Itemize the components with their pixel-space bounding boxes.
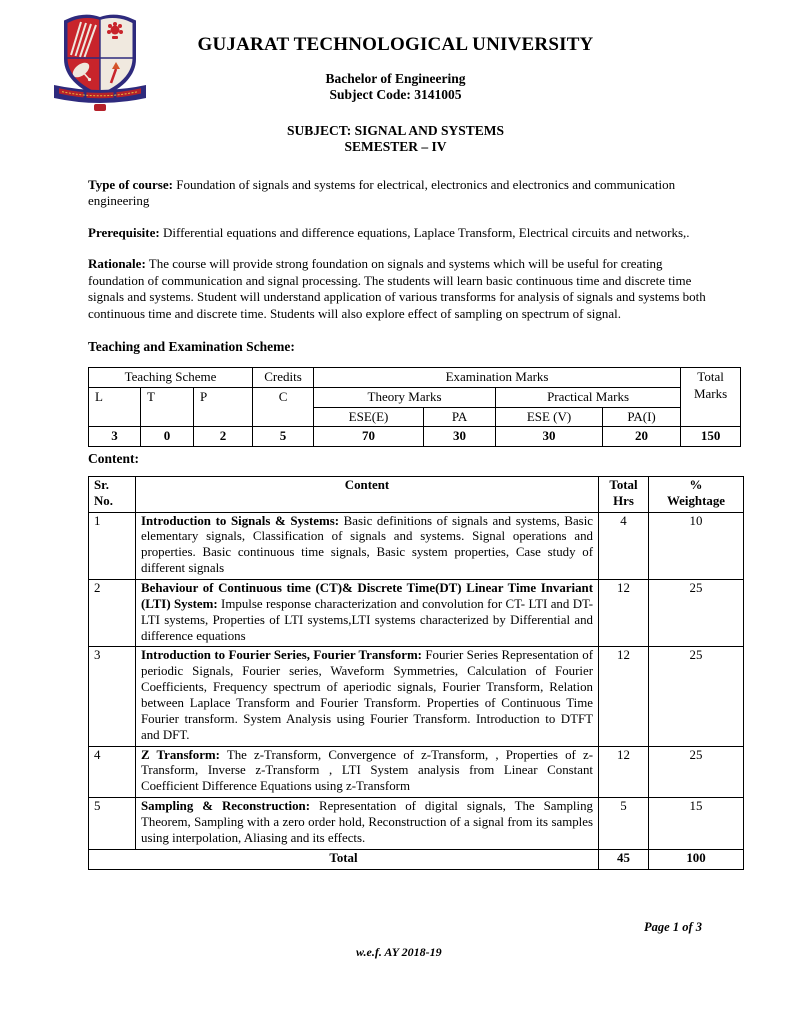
type-of-course-text: Foundation of signals and systems for electrical, electronics and electronics and communication engineering [88,176,676,209]
effective-date: w.e.f. AY 2018-19 [356,945,442,959]
weightage-line2: Weightage [666,493,725,508]
teaching-scheme-heading: Teaching and Examination Scheme: [88,339,295,355]
total-weightage: 100 [649,849,744,869]
content-row-2 [89,580,744,647]
type-of-course-label: Type of course: [88,176,173,192]
row-sr: 4 [89,746,136,798]
semester-line: SEMESTER – IV [344,139,447,155]
value-c: 5 [253,427,314,447]
row-hours: 12 [599,580,649,647]
content-col-header: Content [136,476,599,512]
row-weightage: 15 [649,798,744,850]
rationale-paragraph [88,256,713,322]
pa-header: PA [424,407,496,427]
content-total-row [89,849,744,869]
university-crest-icon [50,13,150,117]
value-l: 3 [89,427,141,447]
ese-e-header: ESE(E) [314,407,424,427]
value-total-marks: 150 [681,427,741,447]
content-row-5 [89,798,744,850]
weightage-line1: % [689,477,703,492]
value-ese-e: 70 [314,427,424,447]
row-sr: 5 [89,798,136,850]
row-weightage: 10 [649,512,744,579]
practical-marks-header: Practical Marks [496,388,681,408]
total-hrs-line2: Hrs [613,493,634,508]
scheme-header-row-2 [89,388,741,408]
rationale-label: Rationale: [88,256,146,272]
sr-no-header [89,476,136,512]
row-hours: 5 [599,798,649,850]
row-topic-title: Introduction to Signals & Systems: [141,513,340,528]
row-topic-desc: The z-Transform, Convergence of z-Transform, , Properties of z-Transform, Inverse z-Transform , LTI System analysis from Linear Constant Coefficient Difference Equations using z-Transform [141,747,593,794]
pa-i-header: PA(I) [603,407,681,427]
row-sr: 2 [89,580,136,647]
value-p: 2 [194,427,253,447]
content-row-4 [89,746,744,798]
scheme-values-row [89,427,741,447]
row-content [136,647,599,746]
rationale-text: The course will provide strong foundation on signals and systems which will be useful for creating foundation of communication and signal processing. The students will learn basic continuous time and discrete time signals and systems. Student will understand application of various transforms for analysis of signals and systems both continuous time and discrete time. Students will also explore effect of sampling on spectrum of signal. [88,256,706,321]
col-c-header: C [253,388,314,427]
teaching-scheme-header: Teaching Scheme [89,368,253,388]
col-l-header: L [89,388,141,427]
row-sr: 3 [89,647,136,746]
row-topic-title: Sampling & Reconstruction: [141,799,311,814]
row-hours: 12 [599,647,649,746]
total-label: Total [89,849,599,869]
row-topic-title: Z Transform: [141,747,220,762]
total-marks-line2: Marks [693,386,728,401]
page-number: Page 1 of 3 [644,920,702,934]
prerequisite-paragraph [88,225,713,242]
subject-code-line: Subject Code: 3141005 [329,87,462,103]
content-header-row [89,476,744,512]
university-logo [50,13,150,117]
university-title: GUJARAT TECHNOLOGICAL UNIVERSITY [197,34,594,55]
sr-no-line2: No. [94,493,113,508]
content-row-1 [89,512,744,579]
col-p-header: P [194,388,253,427]
document-body [0,177,740,870]
row-sr: 1 [89,512,136,579]
value-pa-i: 20 [603,427,681,447]
row-weightage: 25 [649,746,744,798]
row-topic-desc: Impulse response characterization and convolution for CT- LTI and DT-LTI systems, Properties of LTI systems,LTI systems characterized by Differential and difference equations [141,596,593,643]
total-marks-line1: Total [697,369,724,385]
row-topic-title: Behaviour of Continuous time (CT)& Discrete Time(DT) Linear Time Invariant (LTI) System: [141,581,593,611]
row-hours: 4 [599,512,649,579]
row-topic-desc: Fourier Series Representation of periodic Signals, Fourier series, Waveform Symmetries, Calculation of Fourier Coefficients, Frequency spectrum of aperiodic signals, Fourier Transform, Relation between Laplace Transform and Fourier Transform. Properties of Continuous Time Fourier transform. System Analysis using Fourier Transform. Introduction to DTFT and DFT. [141,648,593,742]
value-pa: 30 [424,427,496,447]
value-t: 0 [141,427,194,447]
prerequisite-label: Prerequisite: [88,224,160,240]
total-hrs-line1: Total [609,477,638,492]
weightage-header [649,476,744,512]
type-of-course-paragraph [88,177,713,210]
row-hours: 12 [599,746,649,798]
prerequisite-text: Differential equations and difference equations, Laplace Transform, Electrical circuits and networks,. [159,224,690,240]
col-t-header: T [141,388,194,427]
credits-header: Credits [253,368,314,388]
row-topic-desc: Representation of digital signals, The Sampling Theorem, Sampling with a zero order hold, Reconstruction of a signal from its samples using interpolation, Aliasing and its effects. [141,799,593,845]
total-marks-header [681,368,741,427]
row-topic-desc: Basic definitions of signals and systems, Basic elementary signals, Classification of signals and systems. Signal operations and properties. Basic continuous time signals, Basic system properties, Case study of different signals [141,513,593,576]
row-content [136,580,599,647]
row-content [136,512,599,579]
row-content [136,746,599,798]
theory-marks-header: Theory Marks [314,388,496,408]
scheme-header-row-1 [89,368,741,388]
subject-line: SUBJECT: SIGNAL AND SYSTEMS [287,122,504,138]
content-table [88,476,744,870]
sr-no-line1: Sr. [94,477,109,492]
teaching-examination-scheme-table [88,367,741,447]
ese-v-header: ESE (V) [496,407,603,427]
row-content [136,798,599,850]
row-weightage: 25 [649,647,744,746]
degree-line: Bachelor of Engineering [325,71,466,86]
value-ese-v: 30 [496,427,603,447]
examination-marks-header: Examination Marks [314,368,681,388]
total-hours: 45 [599,849,649,869]
total-hrs-header [599,476,649,512]
row-topic-title: Introduction to Fourier Series, Fourier Transform: [141,648,422,663]
content-row-3 [89,647,744,746]
content-heading: Content: [88,450,139,466]
row-weightage: 25 [649,580,744,647]
